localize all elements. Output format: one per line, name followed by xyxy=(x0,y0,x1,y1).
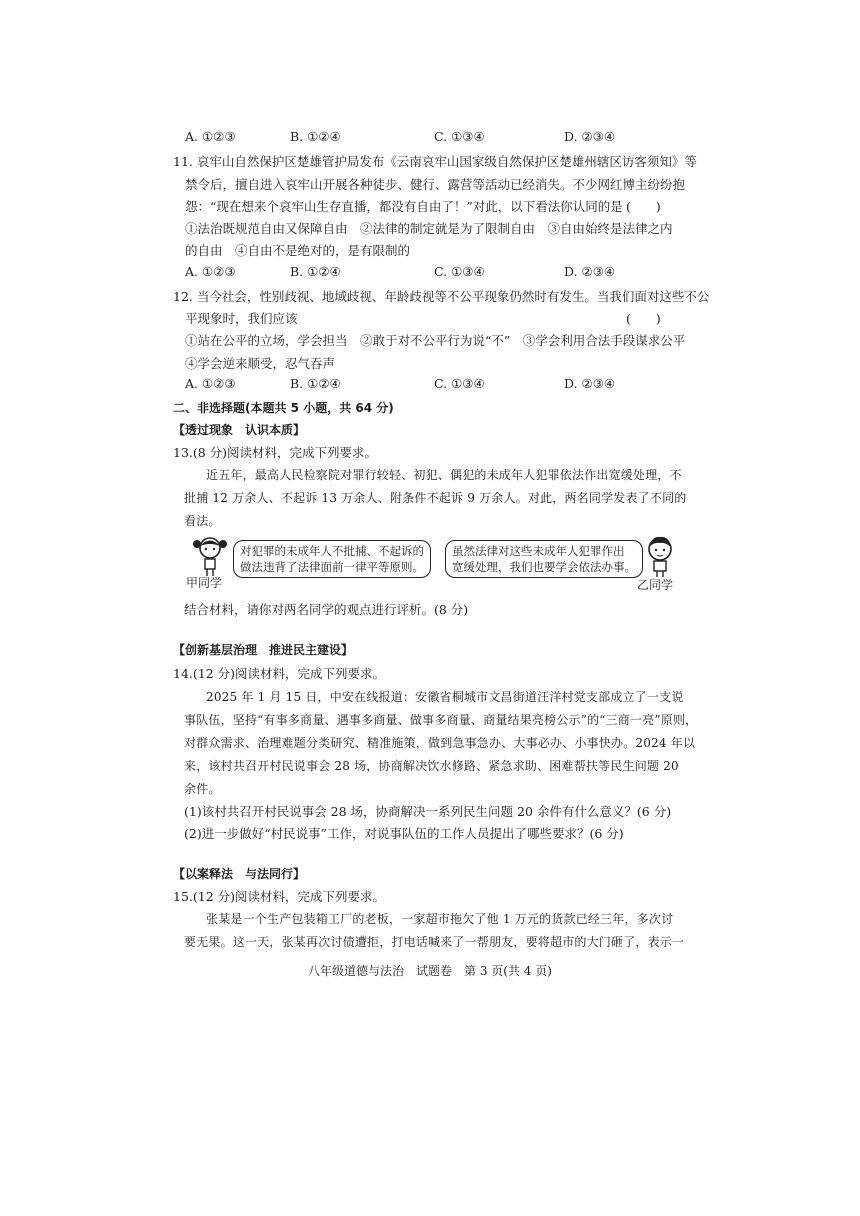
q12-stem-line: ①站在公平的立场，学会担当 ②敢于对不公平行为说“不” ③学会利用合法手段谋求公平 xyxy=(185,333,686,348)
student-b-label: 乙同学 xyxy=(637,578,674,592)
q14-material-line: 对群众需求、治理难题分类研究、精准施策，做到急事急办、大事必办、小事快办。2024 年以 xyxy=(184,736,696,750)
q14-material-line: 2025 年 1 月 15 日，中安在线报道：安徽省桐城市文昌街道汪洋村党支部成立了一支说 xyxy=(206,690,684,704)
q12-option-d: D. ②③④ xyxy=(564,376,616,391)
q14-material-line: 事队伍，坚持“有事多商量、遇事多商量、做事多商量、商量结果亮榜公示”的“三商一亮”原则， xyxy=(184,713,698,727)
q13-stem: 13.(8 分)阅读材料，完成下列要求。 xyxy=(173,445,378,460)
q15-material-line: 要无果。这一天，张某再次讨债遭拒，打电话喊来了一帮朋友，要将超市的大门砸了，表示一 xyxy=(184,935,685,949)
q12-option-a: A. ①②③ xyxy=(185,376,236,391)
bubble-a-line: 对犯罪的未成年人不批捕、不起诉的 xyxy=(240,544,424,558)
q13-material-line: 近五年，最高人民检察院对罪行较轻、初犯、偶犯的未成年人犯罪依法作出宽缓处理，不 xyxy=(206,468,682,482)
q14-material-line: 余件。 xyxy=(184,782,221,796)
section-heading: 【透过现象 认识本质】 xyxy=(173,423,306,437)
q12-option-c: C. ①③④ xyxy=(434,376,485,391)
student-a-speech-bubble xyxy=(233,540,431,578)
q12-stem-line: 12. 当今社会，性别歧视、地域歧视、年龄歧视等不公平现象仍然时有发生。当我们面对这些不公 xyxy=(173,289,710,304)
q14-material-line: 来，该村共召开村民说事会 28 场，协商解决饮水修路、紧急求助、困难帮扶等民生问题 20 xyxy=(184,759,679,773)
q15-stem: 15.(12 分)阅读材料，完成下列要求。 xyxy=(173,889,386,904)
student-b-speech-bubble xyxy=(445,540,643,578)
section-heading: 【以案释法 与法同行】 xyxy=(173,867,306,881)
part-two-heading: 二、非选择题(本题共 5 小题，共 64 分) xyxy=(173,401,394,415)
q10-option-c: C. ①③④ xyxy=(434,129,485,144)
q15-material-line: 张某是一个生产包装箱工厂的老板，一家超市拖欠了他 1 万元的货款已经三年，多次讨 xyxy=(206,912,674,926)
q13-material-line: 批捕 12 万余人、不起诉 13 万余人、附条件不起诉 9 万余人。对此，两名同学发表了不同的 xyxy=(184,491,687,505)
q12-answer-bracket: ( ) xyxy=(626,311,661,326)
q11-stem-line: ①法治既规范自由又保障自由 ②法律的制定就是为了限制自由 ③自由始终是法律之内 xyxy=(185,221,673,236)
q12-option-b: B. ①②④ xyxy=(290,376,341,391)
bubble-b-line: 虽然法律对这些未成年人犯罪作出 xyxy=(452,544,625,558)
q14-subquestion-1: (1)该村共召开村民说事会 28 场，协商解决一系列民生问题 20 余件有什么意义？(6 分) xyxy=(184,804,672,819)
boy-student-icon xyxy=(640,534,680,580)
q14-stem: 14.(12 分)阅读材料，完成下列要求。 xyxy=(173,666,386,681)
bubble-b-line: 宽缓处理，我们也要学会依法办事。 xyxy=(452,560,636,574)
q11-option-b: B. ①②④ xyxy=(290,264,341,279)
q13-question: 结合材料，请你对两名同学的观点进行评析。(8 分) xyxy=(184,602,469,617)
q10-option-b: B. ①②④ xyxy=(290,129,341,144)
q13-material-line: 看法。 xyxy=(184,514,221,528)
page-footer: 八年级道德与法治 试题卷 第 3 页(共 4 页) xyxy=(308,964,552,978)
q12-stem-line: 平现象时，我们应该 xyxy=(185,311,298,326)
q10-option-d: D. ②③④ xyxy=(564,129,616,144)
q11-answer-bracket: ( ) xyxy=(626,199,661,214)
section-heading: 【创新基层治理 推进民主建设】 xyxy=(173,643,354,657)
q11-stem-line: 禁令后，擅自进入哀牢山开展各种徒步、健行、露营等活动已经消失。不少网红博主纷纷抱 xyxy=(185,177,686,192)
q11-option-a: A. ①②③ xyxy=(185,264,236,279)
q14-subquestion-2: (2)进一步做好“村民说事”工作，对说事队伍的工作人员提出了哪些要求？(6 分) xyxy=(184,826,624,841)
q11-stem-line: 怨：“现在想来个哀牢山生存直播，都没有自由了！”对此，以下看法你认同的是 xyxy=(185,199,623,214)
q11-option-c: C. ①③④ xyxy=(434,264,485,279)
q11-option-d: D. ②③④ xyxy=(564,264,616,279)
q11-stem-line: 的自由 ④自由不是绝对的，是有限制的 xyxy=(185,243,411,258)
q12-stem-line: ④学会逆来顺受，忍气吞声 xyxy=(185,356,336,371)
q10-option-a: A. ①②③ xyxy=(185,129,236,144)
student-a-label: 甲同学 xyxy=(186,576,223,590)
bubble-a-line: 做法违背了法律面前一律平等原则。 xyxy=(240,560,424,574)
q11-stem-line: 11. 哀牢山自然保护区楚雄管护局发布《云南哀牢山国家级自然保护区楚雄州辖区访客须知》等 xyxy=(173,154,697,169)
